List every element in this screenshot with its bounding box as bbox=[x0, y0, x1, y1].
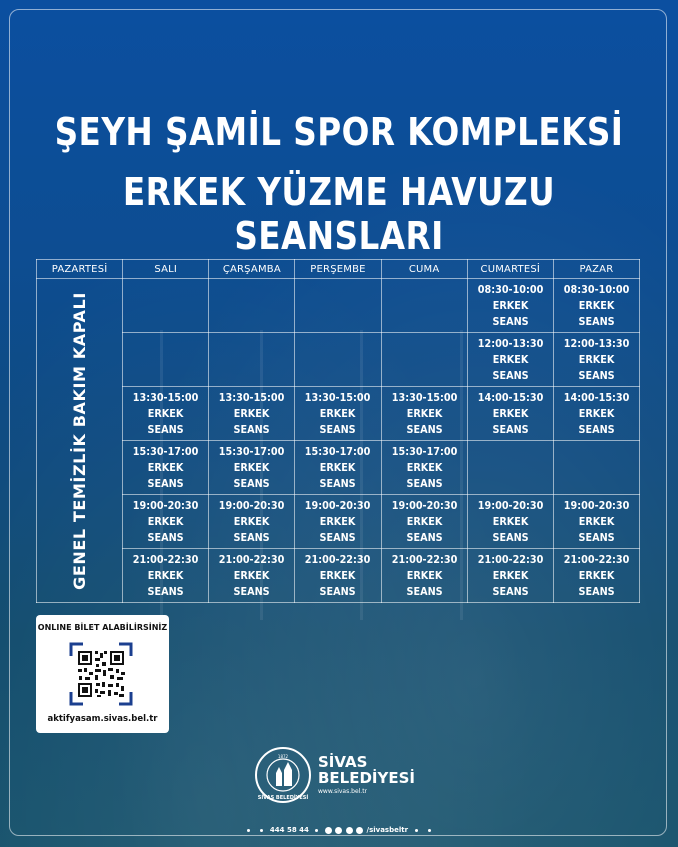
session-label: ERKEK SEANS bbox=[578, 298, 615, 328]
session-cell bbox=[209, 387, 295, 441]
session-time: 14:00-15:30 bbox=[477, 390, 544, 404]
session-time: 14:00-15:30 bbox=[563, 390, 630, 404]
session-label: ERKEK SEANS bbox=[233, 460, 270, 490]
sivas-municipality-logo bbox=[254, 746, 428, 804]
session-label: ERKEK SEANS bbox=[147, 406, 184, 436]
session-time: 15:30-17:00 bbox=[132, 444, 199, 458]
session-cell bbox=[467, 495, 553, 549]
municipality-name-line1: SİVAS bbox=[318, 753, 368, 771]
municipality-name-line2: BELEDİYESİ bbox=[318, 769, 416, 787]
empty-cell bbox=[123, 333, 209, 387]
session-label: ERKEK SEANS bbox=[233, 406, 270, 436]
day-header-wednesday: ÇARŞAMBA bbox=[209, 260, 295, 279]
poster-title-line2: ERKEK YÜZME HAVUZU SEANSLARI bbox=[122, 170, 556, 258]
empty-cell bbox=[467, 441, 553, 495]
session-cell bbox=[553, 279, 639, 333]
schedule-row bbox=[37, 549, 640, 603]
session-label: ERKEK SEANS bbox=[319, 406, 357, 436]
session-cell bbox=[381, 495, 467, 549]
session-cell bbox=[123, 495, 209, 549]
empty-cell bbox=[381, 333, 467, 387]
empty-cell bbox=[553, 441, 639, 495]
session-cell bbox=[467, 387, 553, 441]
session-cell bbox=[123, 441, 209, 495]
poster-title-line1: ŞEYH ŞAMİL SPOR KOMPLEKSİ bbox=[54, 110, 624, 154]
seal-caption: SİVAS BELEDİYESİ bbox=[257, 795, 309, 801]
session-time: 19:00-20:30 bbox=[219, 498, 285, 512]
session-time: 13:30-15:00 bbox=[305, 390, 371, 404]
schedule-header-row bbox=[37, 260, 640, 279]
session-cell bbox=[209, 441, 295, 495]
empty-cell bbox=[123, 279, 209, 333]
empty-cell bbox=[209, 333, 295, 387]
empty-cell bbox=[381, 279, 467, 333]
empty-cell bbox=[295, 279, 381, 333]
separator-dot bbox=[415, 829, 418, 832]
schedule-row bbox=[37, 279, 640, 333]
session-cell bbox=[381, 549, 467, 603]
session-schedule-table bbox=[36, 259, 640, 603]
session-time: 08:30-10:00 bbox=[563, 282, 630, 296]
session-time: 15:30-17:00 bbox=[219, 444, 285, 458]
session-label: ERKEK SEANS bbox=[319, 460, 357, 490]
session-label: ERKEK SEANS bbox=[406, 514, 443, 544]
session-time: 21:00-22:30 bbox=[132, 552, 199, 566]
session-cell bbox=[553, 495, 639, 549]
session-cell bbox=[295, 549, 381, 603]
separator-dot bbox=[315, 829, 318, 832]
day-header-tuesday: SALI bbox=[123, 260, 209, 279]
session-cell bbox=[381, 387, 467, 441]
session-cell bbox=[123, 387, 209, 441]
session-time: 19:00-20:30 bbox=[132, 498, 199, 512]
monday-closed-note: GENEL TEMİZLİK BAKIM KAPALI bbox=[69, 291, 89, 590]
schedule-row bbox=[37, 387, 640, 441]
schedule-row bbox=[37, 441, 640, 495]
session-cell bbox=[295, 441, 381, 495]
seal-year: 1872 bbox=[277, 754, 289, 759]
youtube-icon[interactable] bbox=[356, 827, 363, 834]
municipality-seal-icon bbox=[254, 746, 312, 804]
session-label: ERKEK SEANS bbox=[578, 406, 615, 436]
session-label: ERKEK SEANS bbox=[319, 514, 357, 544]
session-label: ERKEK SEANS bbox=[492, 568, 529, 598]
session-label: ERKEK SEANS bbox=[406, 406, 443, 436]
schedule-row bbox=[37, 333, 640, 387]
session-time: 19:00-20:30 bbox=[563, 498, 630, 512]
facebook-icon[interactable] bbox=[325, 827, 332, 834]
session-time: 12:00-13:30 bbox=[563, 336, 630, 350]
session-time: 21:00-22:30 bbox=[219, 552, 285, 566]
monday-closed-cell bbox=[37, 279, 123, 603]
session-cell bbox=[467, 279, 553, 333]
day-header-monday: PAZARTESİ bbox=[37, 260, 123, 279]
day-header-friday: CUMA bbox=[381, 260, 467, 279]
instagram-icon[interactable] bbox=[346, 827, 353, 834]
empty-cell bbox=[295, 333, 381, 387]
session-time: 13:30-15:00 bbox=[132, 390, 199, 404]
session-cell bbox=[123, 549, 209, 603]
separator-dot bbox=[428, 829, 431, 832]
x-icon[interactable] bbox=[335, 827, 342, 834]
session-cell bbox=[553, 549, 639, 603]
session-label: ERKEK SEANS bbox=[492, 406, 529, 436]
session-time: 15:30-17:00 bbox=[305, 444, 371, 458]
session-time: 21:00-22:30 bbox=[477, 552, 544, 566]
session-label: ERKEK SEANS bbox=[406, 568, 443, 598]
session-label: ERKEK SEANS bbox=[147, 460, 184, 490]
session-label: ERKEK SEANS bbox=[319, 568, 357, 598]
session-cell bbox=[467, 333, 553, 387]
session-label: ERKEK SEANS bbox=[147, 514, 184, 544]
municipality-name bbox=[318, 754, 415, 786]
schedule-row bbox=[37, 495, 640, 549]
session-time: 08:30-10:00 bbox=[477, 282, 544, 296]
session-label: ERKEK SEANS bbox=[406, 460, 443, 490]
session-cell bbox=[381, 441, 467, 495]
day-header-sunday: PAZAR bbox=[553, 260, 639, 279]
session-time: 13:30-15:00 bbox=[219, 390, 285, 404]
qr-code-icon[interactable] bbox=[69, 642, 133, 706]
session-time: 19:00-20:30 bbox=[391, 498, 457, 512]
session-cell bbox=[295, 495, 381, 549]
session-label: ERKEK SEANS bbox=[233, 514, 270, 544]
session-label: ERKEK SEANS bbox=[492, 352, 529, 382]
separator-dot bbox=[260, 829, 263, 832]
day-header-saturday: CUMARTESİ bbox=[467, 260, 553, 279]
empty-cell bbox=[209, 279, 295, 333]
session-time: 15:30-17:00 bbox=[391, 444, 457, 458]
session-label: ERKEK SEANS bbox=[578, 352, 615, 382]
session-cell bbox=[553, 333, 639, 387]
social-handle[interactable]: /sivasbeltr bbox=[366, 826, 409, 834]
session-time: 13:30-15:00 bbox=[391, 390, 457, 404]
session-time: 19:00-20:30 bbox=[305, 498, 371, 512]
day-header-thursday: PERŞEMBE bbox=[295, 260, 381, 279]
session-label: ERKEK SEANS bbox=[492, 514, 529, 544]
session-cell bbox=[467, 549, 553, 603]
session-label: ERKEK SEANS bbox=[147, 568, 184, 598]
ticket-website-link[interactable]: aktifyasam.sivas.bel.tr bbox=[47, 714, 158, 724]
session-cell bbox=[209, 495, 295, 549]
session-label: ERKEK SEANS bbox=[233, 568, 270, 598]
session-label: ERKEK SEANS bbox=[492, 298, 529, 328]
session-time: 21:00-22:30 bbox=[391, 552, 457, 566]
session-time: 21:00-22:30 bbox=[563, 552, 630, 566]
session-label: ERKEK SEANS bbox=[578, 514, 615, 544]
session-cell bbox=[553, 387, 639, 441]
session-time: 19:00-20:30 bbox=[477, 498, 544, 512]
session-cell bbox=[295, 387, 381, 441]
footer-contact-bar bbox=[0, 826, 678, 834]
session-time: 12:00-13:30 bbox=[477, 336, 544, 350]
session-label: ERKEK SEANS bbox=[578, 568, 615, 598]
session-time: 21:00-22:30 bbox=[305, 552, 371, 566]
online-ticket-card[interactable] bbox=[36, 615, 169, 733]
separator-dot bbox=[247, 829, 250, 832]
municipality-website[interactable]: www.sivas.bel.tr bbox=[318, 788, 368, 795]
online-ticket-heading: ONLINE BİLET ALABİLİRSİNİZ bbox=[37, 623, 168, 632]
phone-number: 444 58 44 bbox=[269, 826, 309, 834]
session-cell bbox=[209, 549, 295, 603]
